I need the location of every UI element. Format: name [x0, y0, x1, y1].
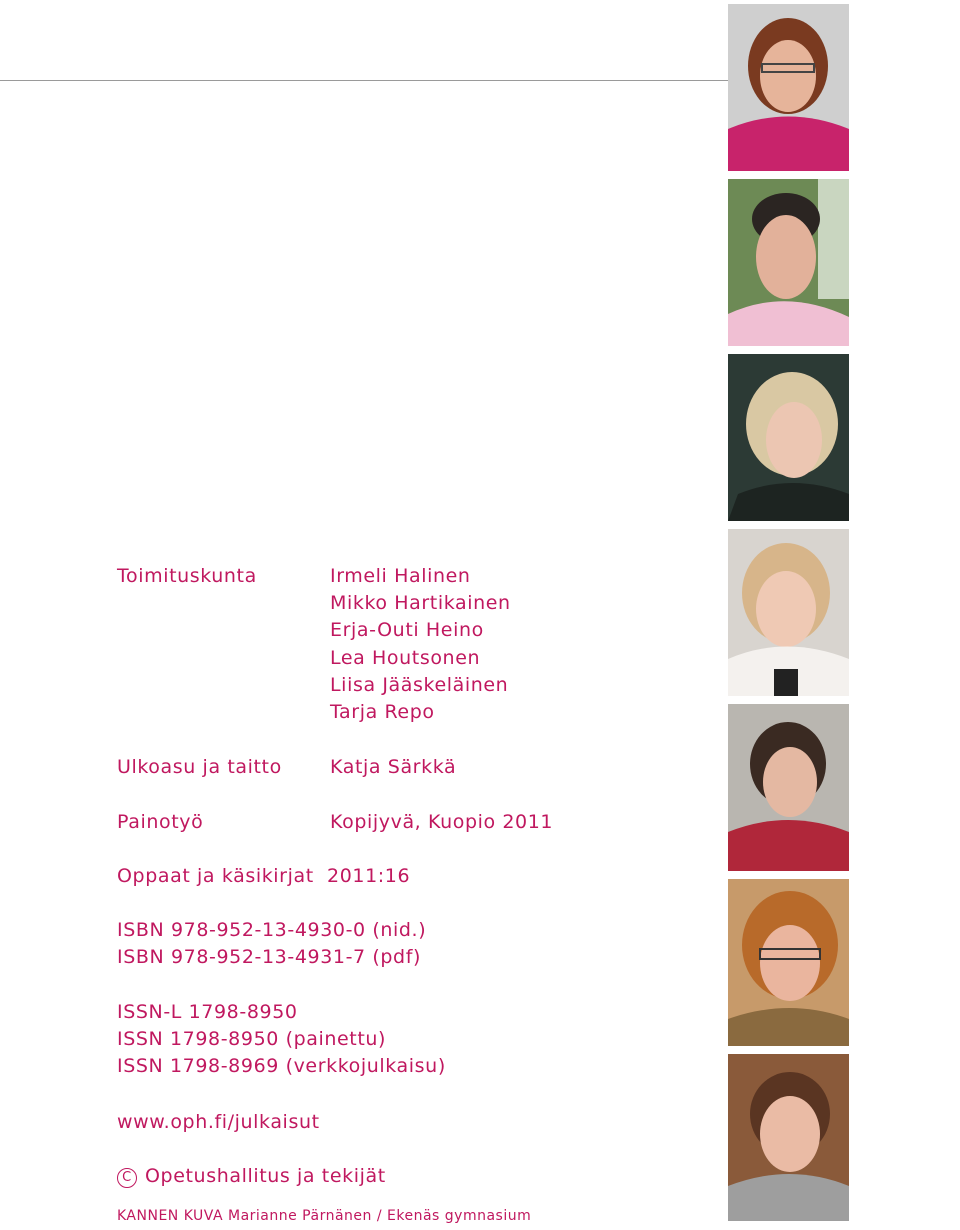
series-info: Oppaat ja käsikirjat 2011:16 — [117, 865, 411, 887]
top-rule — [0, 80, 728, 81]
editorial-name: Mikko Hartikainen — [330, 592, 511, 615]
copyright-icon: C — [117, 1168, 137, 1188]
portrait-photo-7 — [728, 1054, 849, 1221]
issn-l: ISSN-L 1798-8950 — [117, 1001, 298, 1023]
print-label: Painotyö — [117, 811, 204, 833]
issn-online: ISSN 1798-8969 (verkkojulkaisu) — [117, 1055, 446, 1077]
copyright-text: Opetushallitus ja tekijät — [145, 1165, 386, 1187]
portrait-photo-2 — [728, 179, 849, 346]
portrait-photo-4 — [728, 529, 849, 696]
portrait-illustration — [728, 4, 849, 171]
isbn-pdf: ISBN 978-952-13-4931-7 (pdf) — [117, 946, 421, 968]
layout-name: Katja Särkkä — [330, 756, 457, 778]
copyright-line — [117, 1163, 386, 1190]
editorial-board-label: Toimituskunta — [117, 565, 257, 587]
portrait-illustration — [728, 1054, 849, 1221]
issn-print: ISSN 1798-8950 (painettu) — [117, 1028, 387, 1050]
portrait-illustration — [728, 704, 849, 871]
editorial-name: Liisa Jääskeläinen — [330, 673, 509, 696]
portrait-photo-6 — [728, 879, 849, 1046]
editorial-name: Erja-Outi Heino — [330, 619, 484, 642]
portrait-illustration — [728, 529, 849, 696]
portrait-illustration — [728, 354, 849, 521]
portrait-photo-3 — [728, 354, 849, 521]
cover-photo-credit: KANNEN KUVA Marianne Pärnänen / Ekenäs gymnasium — [117, 1208, 532, 1224]
portrait-illustration — [728, 879, 849, 1046]
editorial-name: Lea Houtsonen — [330, 646, 481, 669]
portrait-photo-1 — [728, 4, 849, 171]
print-value: Kopijyvä, Kuopio 2011 — [330, 811, 554, 833]
isbn-nid: ISBN 978-952-13-4930-0 (nid.) — [117, 919, 427, 941]
layout-label: Ulkoasu ja taitto — [117, 756, 282, 778]
publications-link[interactable]: www.oph.fi/julkaisut — [117, 1111, 320, 1133]
portrait-column — [728, 4, 849, 1229]
portrait-photo-5 — [728, 704, 849, 871]
editorial-name: Tarja Repo — [330, 700, 435, 723]
editorial-board-names — [330, 563, 511, 726]
portrait-illustration — [728, 179, 849, 346]
editorial-name: Irmeli Halinen — [330, 565, 471, 587]
